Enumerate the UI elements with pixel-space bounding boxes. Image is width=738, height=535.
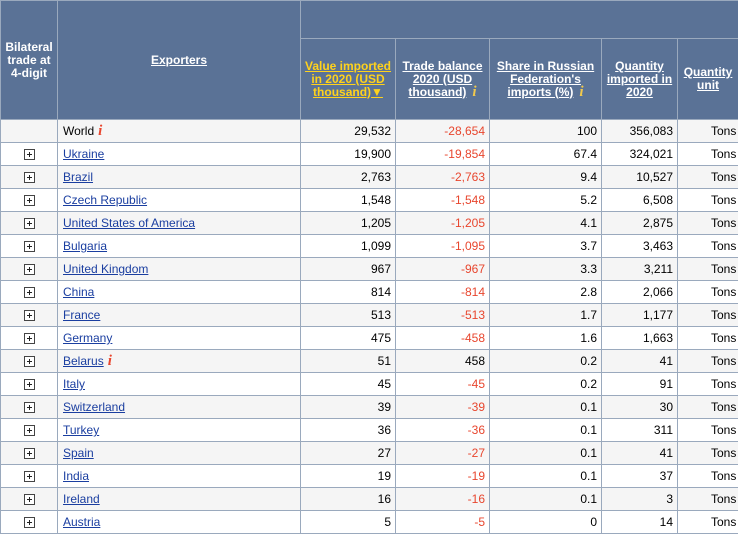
country-link[interactable]: Spain bbox=[63, 446, 94, 460]
unit-cell: Tons bbox=[678, 442, 738, 465]
share-cell: 0 bbox=[490, 511, 602, 534]
share-cell: 0.1 bbox=[490, 419, 602, 442]
expand-cell bbox=[1, 235, 58, 258]
trade-balance-cell: -5 bbox=[396, 511, 490, 534]
info-icon[interactable]: i bbox=[107, 353, 112, 369]
expand-cell bbox=[1, 189, 58, 212]
info-icon[interactable]: i bbox=[579, 83, 584, 100]
expand-plus-icon[interactable] bbox=[24, 425, 35, 436]
quantity-cell: 91 bbox=[602, 373, 678, 396]
share-cell: 0.1 bbox=[490, 442, 602, 465]
expand-cell bbox=[1, 442, 58, 465]
unit-cell: Tons bbox=[678, 488, 738, 511]
expand-cell bbox=[1, 488, 58, 511]
share-cell: 100 bbox=[490, 120, 602, 143]
expand-cell bbox=[1, 304, 58, 327]
share-cell: 0.1 bbox=[490, 396, 602, 419]
country-link[interactable]: Brazil bbox=[63, 170, 94, 184]
exporter-cell bbox=[58, 350, 301, 373]
unit-cell: Tons bbox=[678, 511, 738, 534]
table-row bbox=[1, 304, 738, 327]
table-row bbox=[1, 258, 738, 281]
value-imported-cell: 29,532 bbox=[301, 120, 396, 143]
quantity-cell: 37 bbox=[602, 465, 678, 488]
country-link[interactable]: Czech Republic bbox=[63, 193, 148, 207]
quantity-cell: 10,527 bbox=[602, 166, 678, 189]
table-row bbox=[1, 143, 738, 166]
expand-cell bbox=[1, 350, 58, 373]
unit-cell: Tons bbox=[678, 189, 738, 212]
table-row bbox=[1, 488, 738, 511]
expand-plus-icon[interactable] bbox=[24, 356, 35, 367]
share-cell: 9.4 bbox=[490, 166, 602, 189]
share-cell: 4.1 bbox=[490, 212, 602, 235]
exporter-cell bbox=[58, 212, 301, 235]
table-row bbox=[1, 373, 738, 396]
share-cell: 5.2 bbox=[490, 189, 602, 212]
bilateral-header: Bilateral trade at 4-digit bbox=[1, 1, 58, 120]
exporter-cell bbox=[58, 511, 301, 534]
country-link[interactable]: Italy bbox=[63, 377, 86, 391]
value-imported-cell: 36 bbox=[301, 419, 396, 442]
trade-balance-cell: -28,654 bbox=[396, 120, 490, 143]
trade-balance-header bbox=[396, 39, 490, 120]
value-imported-cell: 475 bbox=[301, 327, 396, 350]
expand-cell bbox=[1, 465, 58, 488]
expand-cell bbox=[1, 396, 58, 419]
value-imported-cell: 27 bbox=[301, 442, 396, 465]
expand-plus-icon[interactable] bbox=[24, 379, 35, 390]
share-cell: 0.1 bbox=[490, 488, 602, 511]
trade-balance-cell: 458 bbox=[396, 350, 490, 373]
country-link[interactable]: Germany bbox=[63, 331, 113, 345]
table-row bbox=[1, 120, 738, 143]
quantity-cell: 356,083 bbox=[602, 120, 678, 143]
trade-balance-cell: -27 bbox=[396, 442, 490, 465]
quantity-cell: 324,021 bbox=[602, 143, 678, 166]
country-link[interactable]: United States of America bbox=[63, 216, 196, 230]
trade-balance-cell: -1,548 bbox=[396, 189, 490, 212]
exporter-cell bbox=[58, 396, 301, 419]
unit-cell: Tons bbox=[678, 281, 738, 304]
unit-header bbox=[678, 39, 738, 120]
value-imported-sort-link[interactable]: Value imported in 2020 (USD thousand)▼ bbox=[304, 58, 392, 99]
table-row bbox=[1, 212, 738, 235]
quantity-sort-link[interactable]: Quantity imported in 2020 bbox=[606, 58, 673, 99]
trade-balance-cell: -16 bbox=[396, 488, 490, 511]
quantity-cell: 2,875 bbox=[602, 212, 678, 235]
trade-balance-cell: -458 bbox=[396, 327, 490, 350]
table-row bbox=[1, 442, 738, 465]
value-imported-cell: 967 bbox=[301, 258, 396, 281]
exporter-cell bbox=[58, 143, 301, 166]
country-link[interactable]: Turkey bbox=[63, 423, 100, 437]
expand-plus-icon[interactable] bbox=[24, 287, 35, 298]
unit-cell: Tons bbox=[678, 212, 738, 235]
expand-plus-icon[interactable] bbox=[24, 471, 35, 482]
table-row bbox=[1, 281, 738, 304]
share-cell: 3.7 bbox=[490, 235, 602, 258]
share-cell: 2.8 bbox=[490, 281, 602, 304]
share-cell: 1.7 bbox=[490, 304, 602, 327]
exporter-cell bbox=[58, 419, 301, 442]
expand-plus-icon[interactable] bbox=[24, 517, 35, 528]
trade-balance-cell: -967 bbox=[396, 258, 490, 281]
expand-cell bbox=[1, 373, 58, 396]
exporter-cell bbox=[58, 488, 301, 511]
unit-sort-link[interactable]: Quantity unit bbox=[683, 65, 733, 92]
value-imported-cell: 19 bbox=[301, 465, 396, 488]
table-row bbox=[1, 327, 738, 350]
exporter-cell bbox=[58, 189, 301, 212]
value-imported-cell: 1,205 bbox=[301, 212, 396, 235]
share-sort-link[interactable]: Share in Russian Federation's imports (%) bbox=[496, 58, 595, 99]
trade-balance-cell: -39 bbox=[396, 396, 490, 419]
trade-balance-cell: -1,095 bbox=[396, 235, 490, 258]
expand-plus-icon[interactable] bbox=[24, 172, 35, 183]
header-group-band bbox=[301, 1, 738, 39]
expand-plus-icon[interactable] bbox=[24, 402, 35, 413]
expand-cell bbox=[1, 419, 58, 442]
quantity-cell: 311 bbox=[602, 419, 678, 442]
unit-cell: Tons bbox=[678, 166, 738, 189]
expand-cell bbox=[1, 258, 58, 281]
table-row bbox=[1, 396, 738, 419]
expand-plus-icon[interactable] bbox=[24, 241, 35, 252]
value-imported-cell: 513 bbox=[301, 304, 396, 327]
value-imported-cell: 51 bbox=[301, 350, 396, 373]
expand-plus-icon[interactable] bbox=[24, 333, 35, 344]
country-link[interactable]: United Kingdom bbox=[63, 262, 149, 276]
unit-cell: Tons bbox=[678, 304, 738, 327]
unit-cell: Tons bbox=[678, 465, 738, 488]
exporter-cell bbox=[58, 442, 301, 465]
share-cell: 3.3 bbox=[490, 258, 602, 281]
quantity-cell: 2,066 bbox=[602, 281, 678, 304]
exporter-cell bbox=[58, 281, 301, 304]
expand-plus-icon[interactable] bbox=[24, 310, 35, 321]
info-icon[interactable]: i bbox=[472, 83, 477, 100]
table-row bbox=[1, 465, 738, 488]
table-row bbox=[1, 350, 738, 373]
unit-cell: Tons bbox=[678, 258, 738, 281]
expand-plus-icon[interactable] bbox=[24, 149, 35, 160]
trade-balance-cell: -1,205 bbox=[396, 212, 490, 235]
table-row bbox=[1, 419, 738, 442]
unit-cell: Tons bbox=[678, 419, 738, 442]
value-imported-cell: 1,548 bbox=[301, 189, 396, 212]
exporter-cell bbox=[58, 304, 301, 327]
unit-cell: Tons bbox=[678, 396, 738, 419]
country-link[interactable]: Bulgaria bbox=[63, 239, 108, 253]
exporter-cell bbox=[58, 465, 301, 488]
country-link[interactable]: China bbox=[63, 285, 95, 299]
quantity-cell: 1,663 bbox=[602, 327, 678, 350]
expand-cell bbox=[1, 327, 58, 350]
trade-balance-cell: -19,854 bbox=[396, 143, 490, 166]
expand-cell bbox=[1, 511, 58, 534]
exporters-header bbox=[58, 1, 301, 120]
quantity-cell: 41 bbox=[602, 442, 678, 465]
table-row bbox=[1, 511, 738, 534]
quantity-cell: 41 bbox=[602, 350, 678, 373]
value-imported-cell: 45 bbox=[301, 373, 396, 396]
value-imported-cell: 814 bbox=[301, 281, 396, 304]
share-cell: 67.4 bbox=[490, 143, 602, 166]
value-imported-cell: 16 bbox=[301, 488, 396, 511]
country-link[interactable]: France bbox=[63, 308, 101, 322]
trade-balance-sort-link[interactable]: Trade balance 2020 (USD thousand) bbox=[402, 58, 483, 99]
quantity-cell: 14 bbox=[602, 511, 678, 534]
quantity-cell: 3 bbox=[602, 488, 678, 511]
trade-balance-cell: -814 bbox=[396, 281, 490, 304]
share-cell: 0.1 bbox=[490, 465, 602, 488]
unit-cell: Tons bbox=[678, 143, 738, 166]
quantity-header bbox=[602, 39, 678, 120]
trade-balance-cell: -36 bbox=[396, 419, 490, 442]
country-link[interactable]: India bbox=[63, 469, 90, 483]
country-label: World bbox=[63, 124, 95, 138]
info-icon[interactable]: i bbox=[98, 123, 103, 139]
expand-cell bbox=[1, 166, 58, 189]
unit-cell: Tons bbox=[678, 373, 738, 396]
exporter-cell bbox=[58, 327, 301, 350]
value-imported-cell: 1,099 bbox=[301, 235, 396, 258]
exporter-cell bbox=[58, 235, 301, 258]
share-cell: 1.6 bbox=[490, 327, 602, 350]
expand-plus-icon[interactable] bbox=[24, 195, 35, 206]
expand-cell bbox=[1, 212, 58, 235]
country-link[interactable]: Ireland bbox=[63, 492, 100, 506]
unit-cell: Tons bbox=[678, 120, 738, 143]
table-row bbox=[1, 235, 738, 258]
country-link[interactable]: Switzerland bbox=[63, 400, 126, 414]
country-link[interactable]: Ukraine bbox=[63, 147, 105, 161]
trade-balance-cell: -19 bbox=[396, 465, 490, 488]
share-cell: 0.2 bbox=[490, 373, 602, 396]
expand-plus-icon[interactable] bbox=[24, 218, 35, 229]
value-imported-cell: 2,763 bbox=[301, 166, 396, 189]
share-header bbox=[490, 39, 602, 120]
unit-cell: Tons bbox=[678, 327, 738, 350]
quantity-cell: 1,177 bbox=[602, 304, 678, 327]
quantity-cell: 3,463 bbox=[602, 235, 678, 258]
exporter-cell bbox=[58, 166, 301, 189]
expand-plus-icon[interactable] bbox=[24, 448, 35, 459]
expand-plus-icon[interactable] bbox=[24, 264, 35, 275]
expand-cell bbox=[1, 120, 58, 143]
table-row bbox=[1, 166, 738, 189]
quantity-cell: 6,508 bbox=[602, 189, 678, 212]
unit-cell: Tons bbox=[678, 235, 738, 258]
country-link[interactable]: Belarus bbox=[63, 354, 104, 368]
share-cell: 0.2 bbox=[490, 350, 602, 373]
quantity-cell: 30 bbox=[602, 396, 678, 419]
exporter-cell bbox=[58, 120, 301, 143]
quantity-cell: 3,211 bbox=[602, 258, 678, 281]
exporter-cell bbox=[58, 258, 301, 281]
unit-cell: Tons bbox=[678, 350, 738, 373]
exporter-cell bbox=[58, 373, 301, 396]
trade-balance-cell: -45 bbox=[396, 373, 490, 396]
value-imported-cell: 5 bbox=[301, 511, 396, 534]
country-link[interactable]: Austria bbox=[63, 515, 101, 529]
value-imported-cell: 19,900 bbox=[301, 143, 396, 166]
expand-cell bbox=[1, 281, 58, 304]
trade-balance-cell: -2,763 bbox=[396, 166, 490, 189]
table-row bbox=[1, 189, 738, 212]
exporters-sort-link[interactable]: Exporters bbox=[150, 52, 208, 67]
expand-cell bbox=[1, 143, 58, 166]
sort-desc-icon: ▼ bbox=[371, 84, 383, 99]
value-imported-cell: 39 bbox=[301, 396, 396, 419]
value-imported-header bbox=[301, 39, 396, 120]
expand-plus-icon[interactable] bbox=[24, 494, 35, 505]
trade-balance-cell: -513 bbox=[396, 304, 490, 327]
